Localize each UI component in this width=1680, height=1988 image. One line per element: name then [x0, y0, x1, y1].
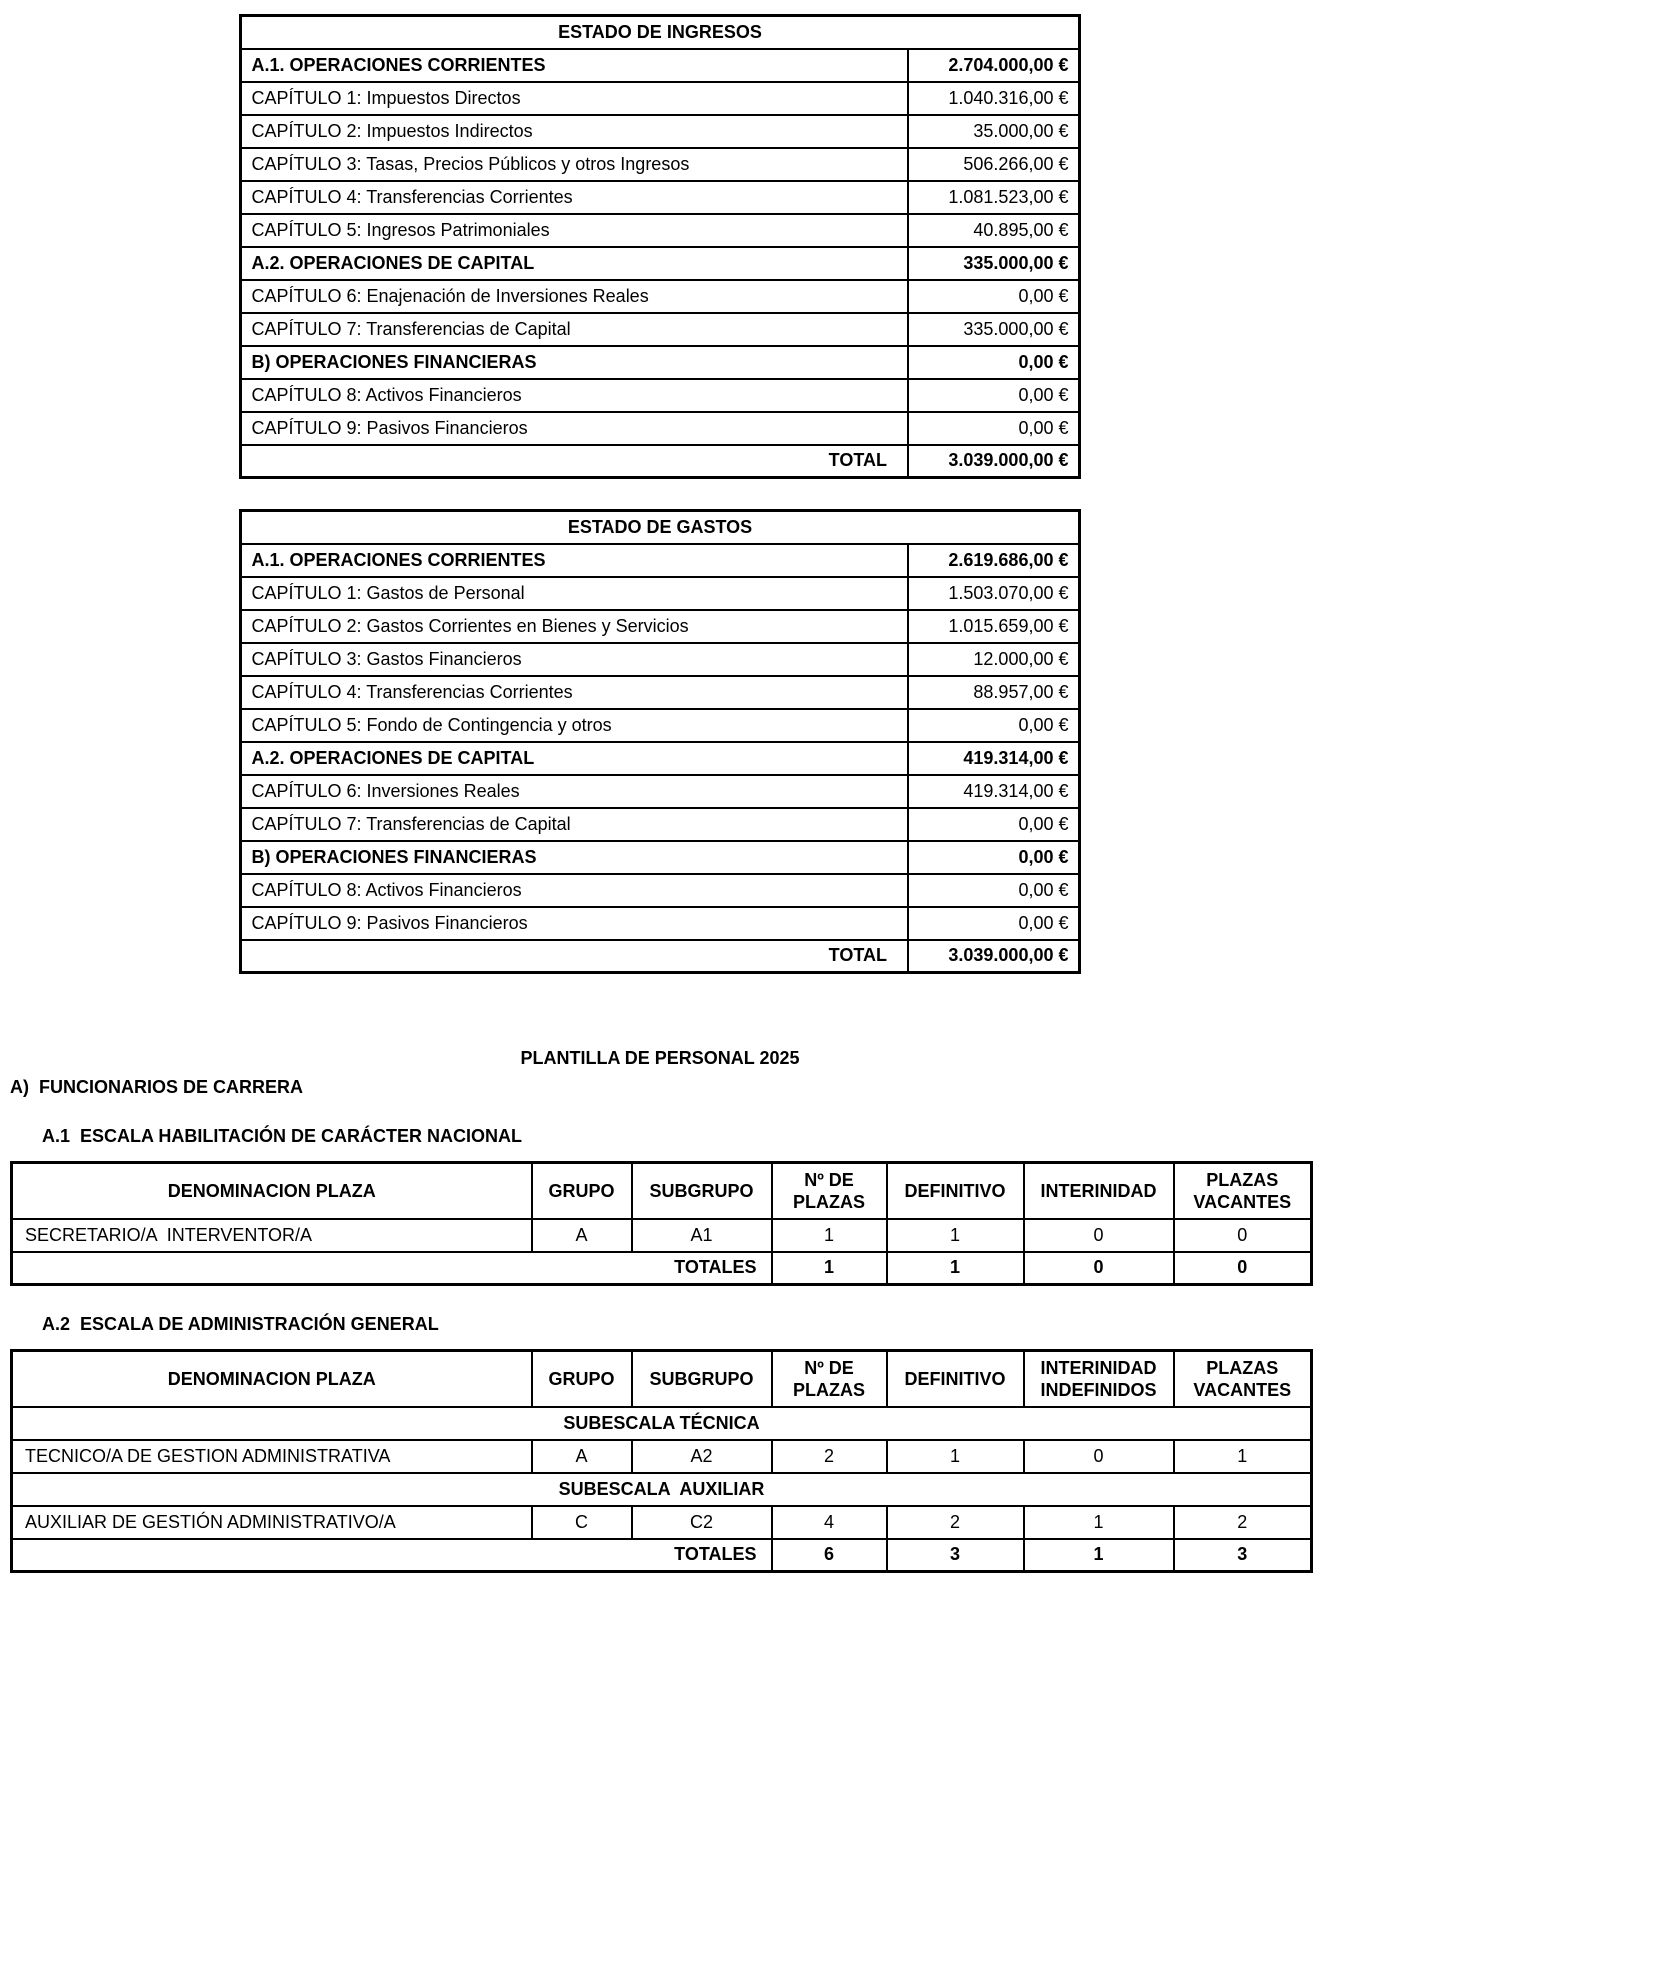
- row-label: A.1. OPERACIONES CORRIENTES: [241, 544, 908, 577]
- plazas-vacantes-value: 0: [1174, 1219, 1312, 1252]
- ingresos-row: [241, 148, 1079, 181]
- gastos-row: [241, 808, 1079, 841]
- row-label: CAPÍTULO 7: Transferencias de Capital: [241, 313, 908, 346]
- row-value: 0,00 €: [908, 841, 1079, 874]
- col-header-subgrupo: SUBGRUPO: [632, 1163, 772, 1219]
- gastos-section-row: [241, 841, 1079, 874]
- row-label: CAPÍTULO 1: Gastos de Personal: [241, 577, 908, 610]
- ingresos-total-row: [241, 445, 1079, 478]
- subgrupo-value: C2: [632, 1506, 772, 1539]
- col-header-grupo: GRUPO: [532, 1351, 632, 1407]
- definitivo-value: 1: [887, 1440, 1024, 1473]
- section-a-heading: A) FUNCIONARIOS DE CARRERA: [10, 1077, 304, 1097]
- row-label: CAPÍTULO 2: Gastos Corrientes en Bienes y Servicios: [241, 610, 908, 643]
- row-label: A.2. OPERACIONES DE CAPITAL: [241, 742, 908, 775]
- row-label: CAPÍTULO 6: Inversiones Reales: [241, 775, 908, 808]
- gastos-section-row: [241, 544, 1079, 577]
- row-label: CAPÍTULO 3: Tasas, Precios Públicos y otros Ingresos: [241, 148, 908, 181]
- a2-data-row: [12, 1440, 1312, 1473]
- row-label: B) OPERACIONES FINANCIERAS: [241, 346, 908, 379]
- total-definitivo: 1: [887, 1252, 1024, 1285]
- row-value: 35.000,00 €: [908, 115, 1079, 148]
- subsection-a2-heading: A.2 ESCALA DE ADMINISTRACIÓN GENERAL: [42, 1314, 439, 1334]
- subgrupo-value: A1: [632, 1219, 772, 1252]
- total-label: TOTAL: [241, 940, 908, 973]
- gastos-title-row: [241, 511, 1079, 544]
- col-header-num-plazas: Nº DE PLAZAS: [772, 1351, 887, 1407]
- row-value: 335.000,00 €: [908, 247, 1079, 280]
- ingresos-row: [241, 115, 1079, 148]
- row-value: 1.040.316,00 €: [908, 82, 1079, 115]
- col-header-plazas-vacantes: PLAZAS VACANTES: [1174, 1351, 1312, 1407]
- gastos-row: [241, 577, 1079, 610]
- ingresos-row: [241, 412, 1079, 445]
- col-header-definitivo: DEFINITIVO: [887, 1351, 1024, 1407]
- subescala-auxiliar-row: [12, 1473, 1312, 1506]
- gastos-row: [241, 775, 1079, 808]
- grupo-value: A: [532, 1440, 632, 1473]
- total-value: 3.039.000,00 €: [908, 940, 1079, 973]
- row-label: CAPÍTULO 9: Pasivos Financieros: [241, 412, 908, 445]
- gastos-row: [241, 610, 1079, 643]
- col-header-num-plazas: Nº DE PLAZAS: [772, 1163, 887, 1219]
- row-value: 2.619.686,00 €: [908, 544, 1079, 577]
- subescala-tecnica-label: SUBESCALA TÉCNICA: [12, 1407, 1312, 1440]
- gastos-row: [241, 709, 1079, 742]
- a1-totals-row: [12, 1252, 1312, 1285]
- col-header-denominacion: DENOMINACION PLAZA: [12, 1163, 532, 1219]
- subescala-auxiliar-label: SUBESCALA AUXILIAR: [12, 1473, 1312, 1506]
- escala-administracion-general-table: [10, 1349, 1313, 1573]
- ingresos-section-row: [241, 49, 1079, 82]
- a1-data-row: [12, 1219, 1312, 1252]
- total-definitivo: 3: [887, 1539, 1024, 1572]
- definitivo-value: 1: [887, 1219, 1024, 1252]
- gastos-table-title: ESTADO DE GASTOS: [241, 511, 1079, 544]
- ingresos-row: [241, 82, 1079, 115]
- row-value: 419.314,00 €: [908, 775, 1079, 808]
- gastos-row: [241, 676, 1079, 709]
- row-value: 40.895,00 €: [908, 214, 1079, 247]
- row-label: A.2. OPERACIONES DE CAPITAL: [241, 247, 908, 280]
- plazas-vacantes-value: 2: [1174, 1506, 1312, 1539]
- row-label: CAPÍTULO 8: Activos Financieros: [241, 379, 908, 412]
- a2-totals-row: [12, 1539, 1312, 1572]
- gastos-row: [241, 874, 1079, 907]
- ingresos-section-row: [241, 346, 1079, 379]
- num-plazas-value: 4: [772, 1506, 887, 1539]
- col-header-grupo: GRUPO: [532, 1163, 632, 1219]
- row-label: A.1. OPERACIONES CORRIENTES: [241, 49, 908, 82]
- col-header-denominacion: DENOMINACION PLAZA: [12, 1351, 532, 1407]
- row-label: CAPÍTULO 1: Impuestos Directos: [241, 82, 908, 115]
- row-label: CAPÍTULO 5: Fondo de Contingencia y otros: [241, 709, 908, 742]
- subescala-tecnica-row: [12, 1407, 1312, 1440]
- total-label: TOTAL: [241, 445, 908, 478]
- row-value: 0,00 €: [908, 280, 1079, 313]
- col-header-interinidad: INTERINIDAD: [1024, 1163, 1174, 1219]
- gastos-row: [241, 907, 1079, 940]
- a2-data-row: [12, 1506, 1312, 1539]
- total-interinidad: 1: [1024, 1539, 1174, 1572]
- row-label: CAPÍTULO 3: Gastos Financieros: [241, 643, 908, 676]
- plantilla-title: PLANTILLA DE PERSONAL 2025: [520, 1048, 800, 1068]
- a1-header-row: [12, 1163, 1312, 1219]
- gastos-total-row: [241, 940, 1079, 973]
- row-label: CAPÍTULO 9: Pasivos Financieros: [241, 907, 908, 940]
- row-value: 12.000,00 €: [908, 643, 1079, 676]
- total-plazas-vacantes: 0: [1174, 1252, 1312, 1285]
- row-value: 506.266,00 €: [908, 148, 1079, 181]
- plaza-name: TECNICO/A DE GESTION ADMINISTRATIVA: [12, 1440, 532, 1473]
- gastos-section-row: [241, 742, 1079, 775]
- spacer: [10, 479, 1310, 509]
- ingresos-row: [241, 280, 1079, 313]
- ingresos-title-row: [241, 16, 1079, 49]
- estado-de-ingresos-table: [239, 14, 1080, 479]
- total-interinidad: 0: [1024, 1252, 1174, 1285]
- row-label: CAPÍTULO 7: Transferencias de Capital: [241, 808, 908, 841]
- row-value: 335.000,00 €: [908, 313, 1079, 346]
- row-value: 1.503.070,00 €: [908, 577, 1079, 610]
- row-value: 0,00 €: [908, 907, 1079, 940]
- estado-de-gastos-table: [239, 509, 1080, 974]
- ingresos-table-title: ESTADO DE INGRESOS: [241, 16, 1079, 49]
- interinidad-value: 1: [1024, 1506, 1174, 1539]
- row-label: CAPÍTULO 4: Transferencias Corrientes: [241, 676, 908, 709]
- grupo-value: A: [532, 1219, 632, 1252]
- row-value: 0,00 €: [908, 874, 1079, 907]
- row-value: 419.314,00 €: [908, 742, 1079, 775]
- subgrupo-value: A2: [632, 1440, 772, 1473]
- grupo-value: C: [532, 1506, 632, 1539]
- col-header-interinidad-indefinidos: INTERINIDAD INDEFINIDOS: [1024, 1351, 1174, 1407]
- escala-habilitacion-table: [10, 1161, 1313, 1286]
- total-num-plazas: 6: [772, 1539, 887, 1572]
- ingresos-section-row: [241, 247, 1079, 280]
- ingresos-row: [241, 214, 1079, 247]
- num-plazas-value: 1: [772, 1219, 887, 1252]
- row-label: B) OPERACIONES FINANCIERAS: [241, 841, 908, 874]
- ingresos-row: [241, 379, 1079, 412]
- a2-header-row: [12, 1351, 1312, 1407]
- plaza-name: SECRETARIO/A INTERVENTOR/A: [12, 1219, 532, 1252]
- totales-label: TOTALES: [12, 1539, 772, 1572]
- col-header-definitivo: DEFINITIVO: [887, 1163, 1024, 1219]
- row-label: CAPÍTULO 6: Enajenación de Inversiones Reales: [241, 280, 908, 313]
- ingresos-row: [241, 181, 1079, 214]
- row-value: 1.015.659,00 €: [908, 610, 1079, 643]
- row-value: 0,00 €: [908, 808, 1079, 841]
- row-label: CAPÍTULO 8: Activos Financieros: [241, 874, 908, 907]
- plazas-vacantes-value: 1: [1174, 1440, 1312, 1473]
- row-value: 0,00 €: [908, 346, 1079, 379]
- definitivo-value: 2: [887, 1506, 1024, 1539]
- row-value: 0,00 €: [908, 709, 1079, 742]
- col-header-subgrupo: SUBGRUPO: [632, 1351, 772, 1407]
- row-value: 1.081.523,00 €: [908, 181, 1079, 214]
- plaza-name: AUXILIAR DE GESTIÓN ADMINISTRATIVO/A: [12, 1506, 532, 1539]
- total-plazas-vacantes: 3: [1174, 1539, 1312, 1572]
- ingresos-row: [241, 313, 1079, 346]
- row-value: 88.957,00 €: [908, 676, 1079, 709]
- row-label: CAPÍTULO 4: Transferencias Corrientes: [241, 181, 908, 214]
- row-value: 2.704.000,00 €: [908, 49, 1079, 82]
- total-value: 3.039.000,00 €: [908, 445, 1079, 478]
- subsection-a1-heading: A.1 ESCALA HABILITACIÓN DE CARÁCTER NACIONAL: [42, 1126, 522, 1146]
- row-value: 0,00 €: [908, 379, 1079, 412]
- interinidad-value: 0: [1024, 1219, 1174, 1252]
- totales-label: TOTALES: [12, 1252, 772, 1285]
- row-label: CAPÍTULO 2: Impuestos Indirectos: [241, 115, 908, 148]
- total-num-plazas: 1: [772, 1252, 887, 1285]
- interinidad-value: 0: [1024, 1440, 1174, 1473]
- num-plazas-value: 2: [772, 1440, 887, 1473]
- col-header-plazas-vacantes: PLAZAS VACANTES: [1174, 1163, 1312, 1219]
- row-label: CAPÍTULO 5: Ingresos Patrimoniales: [241, 214, 908, 247]
- row-value: 0,00 €: [908, 412, 1079, 445]
- gastos-row: [241, 643, 1079, 676]
